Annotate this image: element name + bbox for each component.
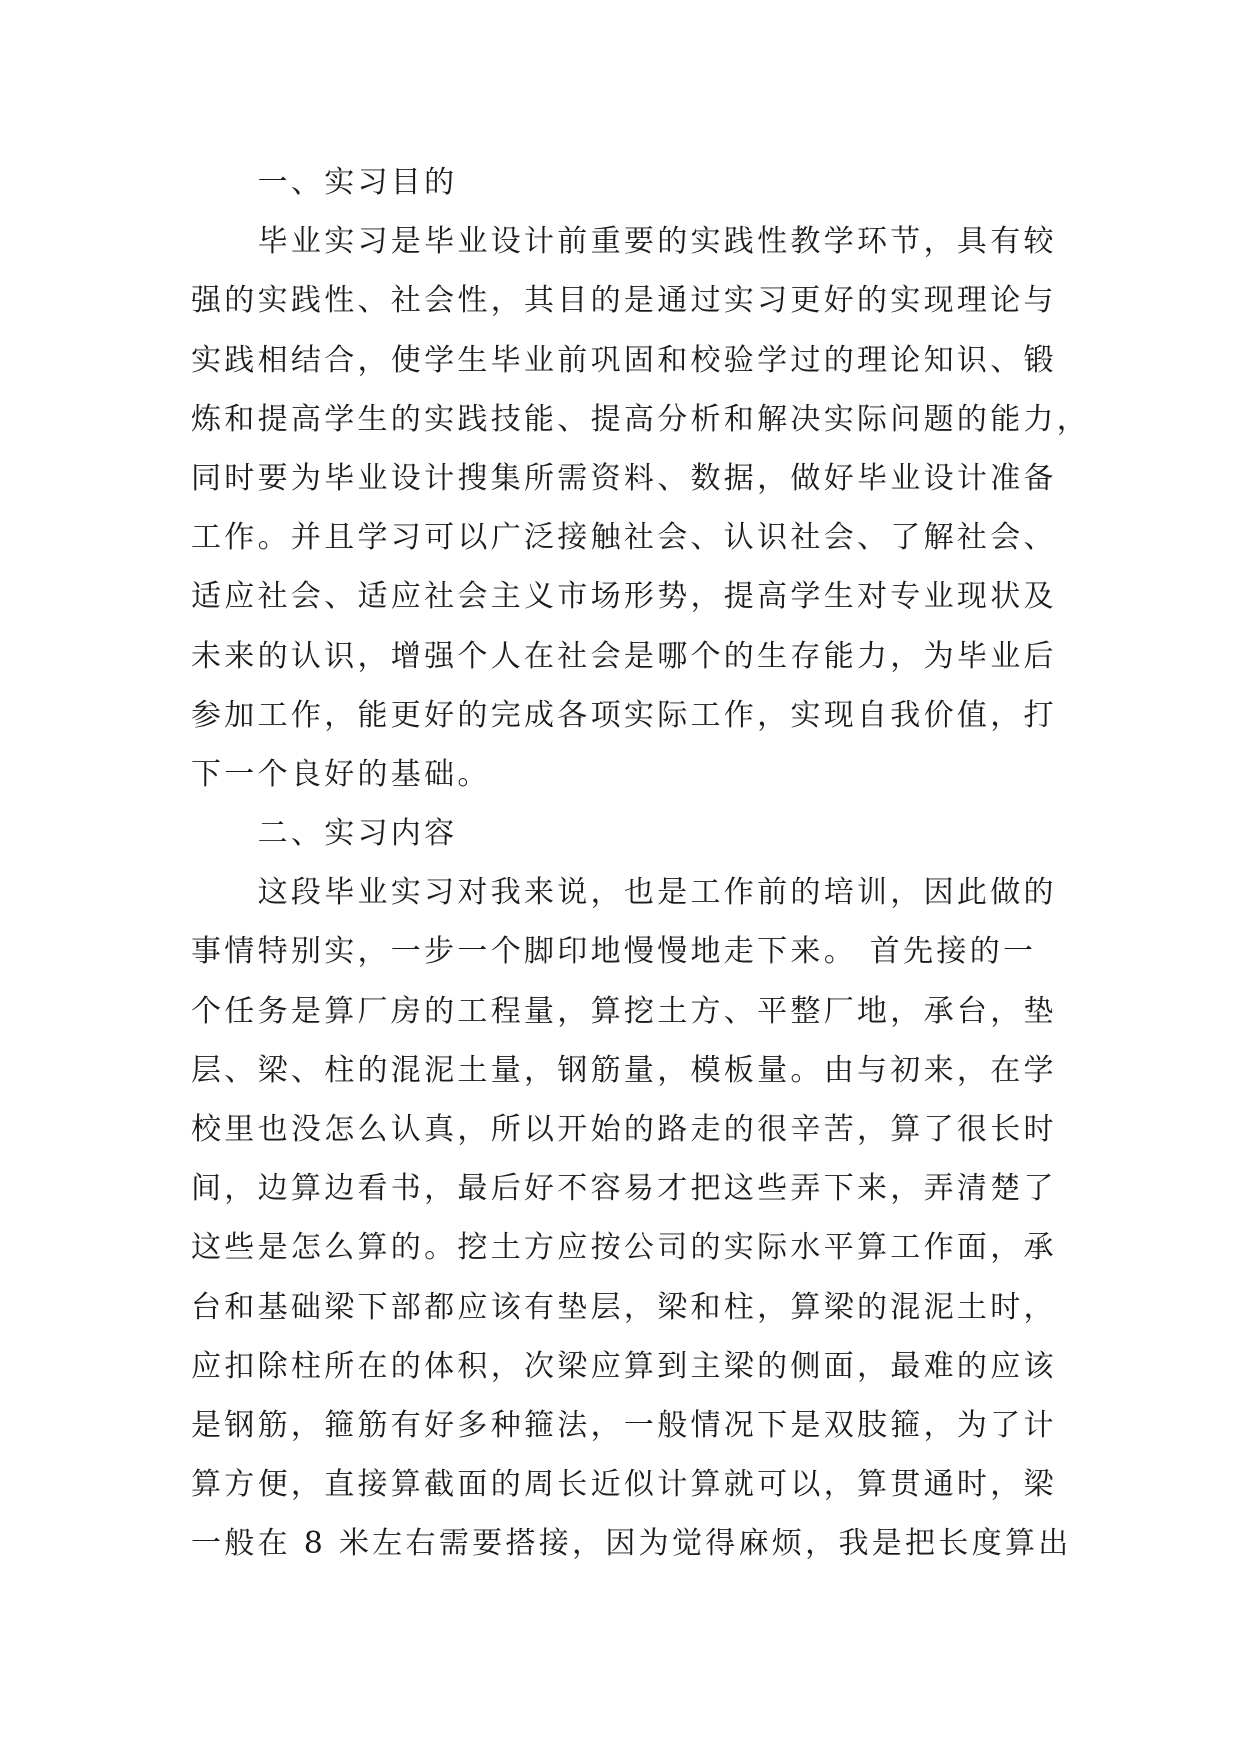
text-line: 个任务是算厂房的工程量，算挖土方、平整厂地，承台，垫 — [191, 993, 1057, 1029]
section-internship-content — [191, 804, 1091, 1573]
text-line: 事情特别实，一步一个脚印地慢慢地走下来。 首先接的一 — [191, 934, 1037, 970]
text-line: 算方便，直接算截面的周长近似计算就可以，算贯通时，梁 — [191, 1467, 1057, 1503]
text-line: 这些是怎么算的。挖土方应按公司的实际水平算工作面，承 — [191, 1230, 1057, 1266]
text-line: 实践相结合，使学生毕业前巩固和校验学过的理论知识、锻 — [191, 342, 1057, 378]
text-line: 应扣除柱所在的体积，次梁应算到主梁的侧面，最难的应该 — [191, 1348, 1057, 1384]
text-line: 下一个良好的基础。 — [191, 756, 491, 792]
section-heading: 二、实习内容 — [257, 816, 458, 852]
text-line: 工作。并且学习可以广泛接触社会、认识社会、了解社会、 — [191, 520, 1057, 556]
text-line: 适应社会、适应社会主义市场形势，提高学生对专业现状及 — [191, 579, 1057, 615]
text-line: 间，边算边看书，最后好不容易才把这些弄下来，弄清楚了 — [191, 1171, 1057, 1207]
text-line: 一般在 8 米左右需要搭接，因为觉得麻烦，我是把长度算出 — [191, 1526, 1072, 1562]
document-body — [191, 153, 1091, 1574]
text-line: 层、梁、柱的混泥土量，钢筋量，模板量。由与初来，在学 — [191, 1052, 1057, 1088]
paragraph — [191, 212, 1091, 804]
section-heading: 一、实习目的 — [257, 165, 458, 200]
text-line: 参加工作，能更好的完成各项实际工作，实现自我价值，打 — [191, 697, 1057, 733]
text-line: 台和基础梁下部都应该有垫层，梁和柱，算梁的混泥土时， — [191, 1289, 1057, 1325]
text-line: 炼和提高学生的实践技能、提高分析和解决实际问题的能力， — [191, 401, 1091, 437]
text-line: 毕业实习是毕业设计前重要的实践性教学环节，具有较 — [257, 224, 1057, 260]
text-line: 同时要为毕业设计搜集所需资料、数据，做好毕业设计准备 — [191, 460, 1057, 496]
text-line: 强的实践性、社会性，其目的是通过实习更好的实现理论与 — [191, 283, 1057, 319]
text-line: 未来的认识，增强个人在社会是哪个的生存能力，为毕业后 — [191, 638, 1057, 674]
text-line: 是钢筋，箍筋有好多种箍法，一般情况下是双肢箍，为了计 — [191, 1407, 1057, 1443]
paragraph — [191, 863, 1091, 1573]
text-line: 校里也没怎么认真，所以开始的路走的很辛苦，算了很长时 — [191, 1112, 1057, 1147]
section-internship-purpose — [191, 153, 1091, 804]
text-line: 这段毕业实习对我来说，也是工作前的培训，因此做的 — [257, 875, 1057, 911]
